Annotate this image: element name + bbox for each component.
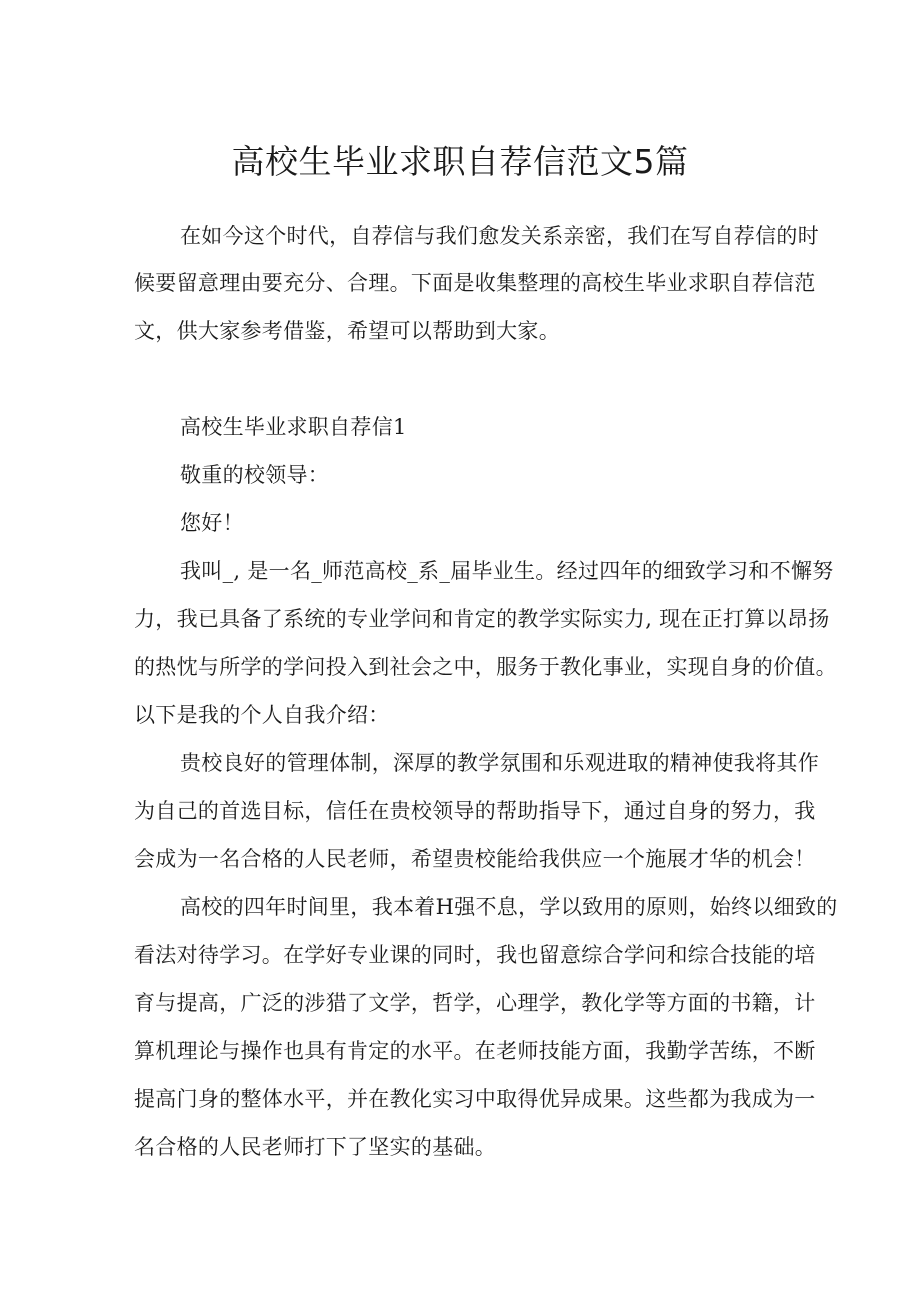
paragraph-3-line-4: 算机理论与操作也具有肯定的水平。在老师技能方面，我勤学苦练，不断 xyxy=(134,1039,816,1063)
paragraph-3-line-2: 看法对待学习。在学好专业课的同时，我也留意综合学问和综合技能的培 xyxy=(134,943,816,967)
paragraph-3-line-1: 高校的四年时间里，我本着H强不息，学以致用的原则，始终以细致的 xyxy=(180,895,838,919)
paragraph-3-line-3: 育与提高，广泛的涉猎了文学，哲学，心理学，教化学等方面的书籍，计 xyxy=(134,991,816,1015)
intro-line-2: 候要留意理由要充分、合理。下面是收集整理的高校生毕业求职自荐信范 xyxy=(134,271,816,295)
paragraph-1-line-2: 力，我已具备了系统的专业学问和肯定的教学实际实力, 现在正打算以昂扬 xyxy=(134,607,830,631)
paragraph-3-line-6: 名合格的人民老师打下了坚实的基础。 xyxy=(134,1135,497,1159)
intro-line-3: 文，供大家参考借鉴，希望可以帮助到大家。 xyxy=(134,319,560,343)
salutation: 敬重的校领导： xyxy=(180,463,330,487)
paragraph-1-line-1: 我叫_, 是一名_师范高校_系_届毕业生。经过四年的细致学习和不懈努 xyxy=(180,559,834,583)
document-title: 高校生毕业求职自荐信范文5篇 xyxy=(231,142,689,181)
greeting: 您好！ xyxy=(180,511,244,535)
paragraph-1-line-3: 的热忱与所学的学问投入到社会之中，服务于教化事业，实现自身的价值。 xyxy=(134,655,837,679)
paragraph-2-line-2: 为自己的首选目标，信任在贵校领导的帮助指导下，通过自身的努力，我 xyxy=(134,799,816,823)
paragraph-1-line-4: 以下是我的个人自我介绍： xyxy=(134,703,390,727)
paragraph-3-line-5: 提高门身的整体水平，并在教化实习中取得优异成果。这些都为我成为一 xyxy=(134,1087,816,1111)
section-heading: 高校生毕业求职自荐信1 xyxy=(180,415,407,439)
paragraph-2-line-3: 会成为一名合格的人民老师，希望贵校能给我供应一个施展才华的机会！ xyxy=(134,847,816,871)
paragraph-2-line-1: 贵校良好的管理体制，深厚的教学氛围和乐观进取的精神使我将其作 xyxy=(180,751,819,775)
intro-line-1: 在如今这个时代，自荐信与我们愈发关系亲密，我们在写自荐信的时 xyxy=(180,224,819,248)
